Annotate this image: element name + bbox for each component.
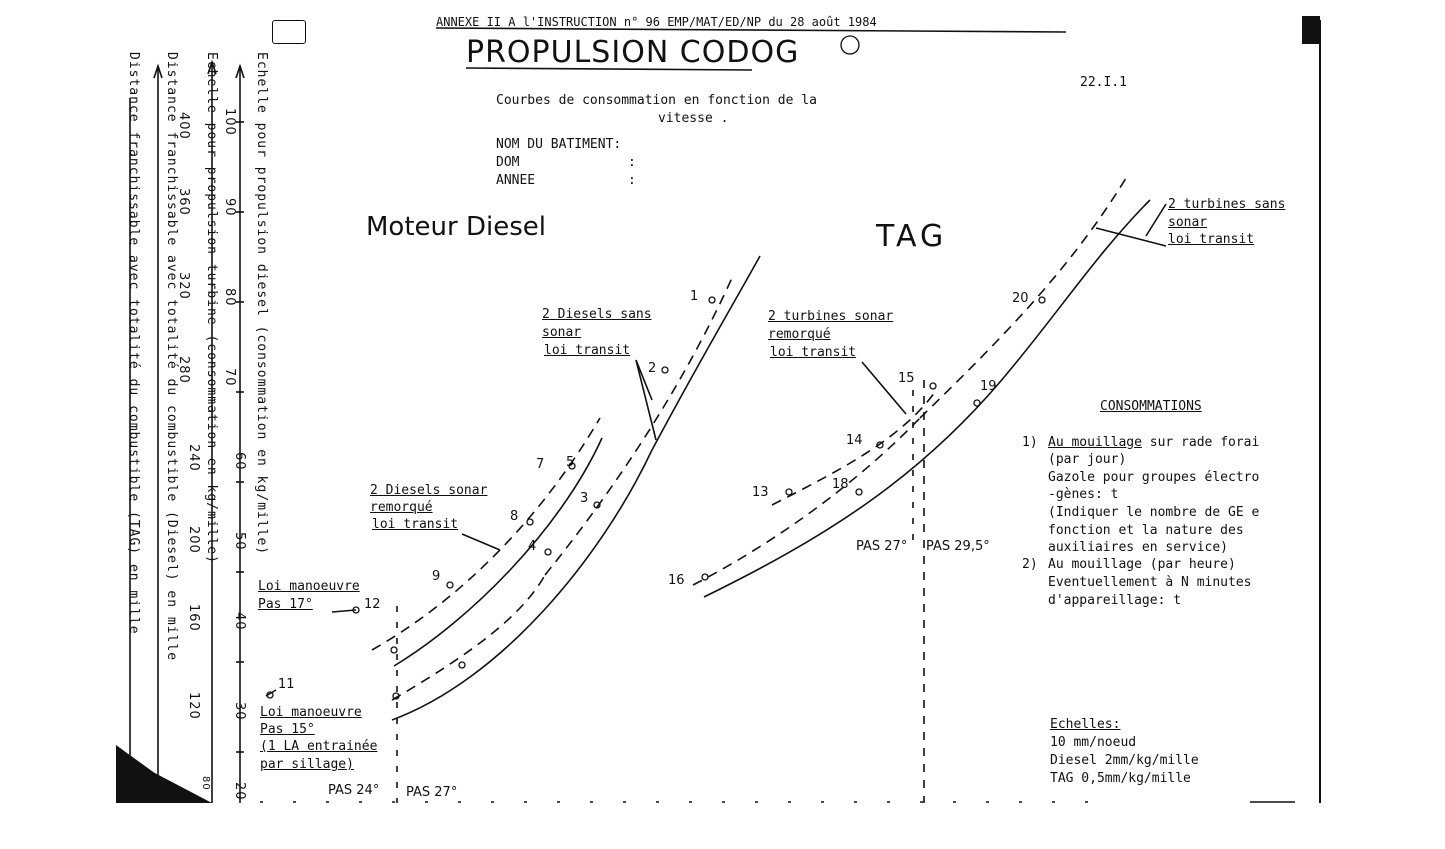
distance-tick-label: 280 [176, 356, 191, 384]
field-year: ANNEE [496, 173, 536, 188]
point-marker [841, 36, 859, 54]
point-label: 18 [832, 477, 849, 492]
leader-line [862, 362, 906, 414]
label-manoeuvre-17-1: Loi manoeuvre [258, 579, 360, 594]
point-label: 20 [1012, 291, 1029, 306]
point-marker [709, 297, 715, 303]
consommations-line: fonction et la nature des [1048, 523, 1244, 538]
header-reference: ANNEXE II A l'INSTRUCTION n° 96 EMP/MAT/ED/NP du 28 août 1984 [436, 15, 877, 29]
scale-label-turbine: Echelle pour propulsion turbine (consommation en kg/mille) [204, 52, 219, 564]
curve-tag-dashed-lower [693, 418, 920, 585]
point-label: 14 [846, 433, 863, 448]
distance-tick-label: 80 [200, 776, 211, 791]
point-marker [447, 582, 453, 588]
point-marker [786, 489, 792, 495]
point-label: 5 [566, 455, 575, 470]
distance-tick-label: 240 [186, 444, 201, 472]
point-label: 7 [536, 457, 545, 472]
corner-mark [1302, 16, 1320, 44]
scale-label-diesel: Echelle pour propulsion diesel (consommation en kg/mille) [254, 52, 269, 556]
point-marker [1039, 297, 1045, 303]
leader-line [1096, 228, 1166, 246]
label-diesel-sonar-3: loi transit [372, 517, 459, 532]
consommations-line: Eventuellement à N minutes [1048, 575, 1252, 590]
point-marker [974, 400, 980, 406]
label-turbine-no-sonar-3: loi transit [1168, 232, 1255, 247]
point-marker [391, 647, 397, 653]
consommations-line: (par jour) [1048, 452, 1127, 467]
label-turbine-sonar-1: 2 turbines sonar [768, 309, 894, 324]
scale-tick-label: 90 [222, 198, 237, 217]
scale-tick-label: 20 [232, 782, 247, 801]
consommations-item1-head: Au mouillage [1048, 435, 1142, 450]
consommations-line: (Indiquer le nombre de GE e [1048, 505, 1260, 520]
consommations-line: Gazole pour groupes électro [1048, 470, 1260, 485]
label-pas-27-tag: PAS 27° [856, 539, 908, 554]
consommations-item1-rest: sur rade forai [1141, 435, 1260, 450]
echelles-line: TAG 0,5mm/kg/mille [1050, 771, 1191, 786]
point-marker [527, 519, 533, 525]
point-label: 2 [648, 361, 657, 376]
scale-label-distance-diesel: Distance franchissable avec totalité du combustible (Diesel) en mille [164, 52, 179, 662]
stamp-icon [272, 20, 306, 44]
consommations-item1-num: 1) [1022, 435, 1038, 450]
point-marker [545, 549, 551, 555]
curve-diesel-no-sonar-solid [652, 256, 760, 450]
scale-tick-label: 80 [222, 288, 237, 307]
label-turbine-no-sonar-1: 2 turbines sans [1168, 197, 1286, 212]
point-label: 15 [898, 371, 915, 386]
point-marker [856, 489, 862, 495]
label-manoeuvre-15-3: (1 LA entrainée [260, 739, 378, 754]
distance-tick-label: 400 [176, 112, 191, 140]
point-marker [662, 367, 668, 373]
point-label: 11 [278, 677, 295, 692]
section-title-tag: TAG [876, 219, 948, 254]
label-diesel-no-sonar-2: sonar [542, 325, 582, 340]
leader-line [1146, 204, 1166, 236]
distance-tick-label: 160 [186, 604, 201, 632]
point-label: 19 [980, 379, 997, 394]
leader-line [462, 534, 500, 550]
scale-tick-label: 60 [232, 452, 247, 471]
consommations-line: Au mouillage (par heure) [1048, 557, 1236, 572]
distance-tick-label: 200 [186, 526, 201, 554]
point-label: 8 [510, 509, 519, 524]
label-manoeuvre-15-2: Pas 15° [260, 722, 315, 737]
consommations-line: -gènes: t [1048, 487, 1119, 502]
label-diesel-sonar-1: 2 Diesels sonar [370, 483, 488, 498]
doc-code: 22.I.1 [1080, 75, 1127, 90]
point-label: 13 [752, 485, 769, 500]
point-label: 12 [364, 597, 381, 612]
scale-tick-label: 100 [222, 108, 237, 136]
label-pas-24: PAS 24° [328, 783, 380, 798]
point-marker [702, 574, 708, 580]
label-manoeuvre-15-1: Loi manoeuvre [260, 705, 362, 720]
point-label: 16 [668, 573, 685, 588]
distance-tick-label: 120 [186, 692, 201, 720]
label-diesel-no-sonar-3: loi transit [544, 343, 631, 358]
consommations-line: auxiliaires en service) [1048, 540, 1229, 555]
consommations-line: d'appareillage: t [1048, 593, 1182, 608]
field-year-colon: : [628, 173, 636, 188]
scale-tick-label: 40 [232, 612, 247, 631]
point-marker [930, 383, 936, 389]
label-pas-27-bottom: PAS 27° [406, 785, 458, 800]
label-turbine-sonar-3: loi transit [770, 345, 857, 360]
subtitle-line1: Courbes de consommation en fonction de la [496, 93, 817, 108]
consommations-item1 [1048, 436, 1259, 449]
point-label: 3 [580, 491, 589, 506]
scale-tick-label: 50 [232, 532, 247, 551]
consommations-title: CONSOMMATIONS [1100, 399, 1202, 414]
page-title: PROPULSION CODOG [466, 35, 800, 70]
echelles-line: Diesel 2mm/kg/mille [1050, 753, 1199, 768]
point-label: 9 [432, 569, 441, 584]
curve-tag-dashed-sonar [772, 392, 935, 505]
point-label: 4 [528, 539, 537, 554]
curve-diesel-lower-dashed [392, 575, 545, 700]
distance-tick-label: 360 [176, 188, 191, 216]
label-turbine-no-sonar-2: sonar [1168, 215, 1208, 230]
field-dom-colon: : [628, 155, 636, 170]
label-diesel-sonar-2: remorqué [370, 500, 433, 515]
point-marker [459, 662, 465, 668]
label-diesel-no-sonar-1: 2 Diesels sans [542, 307, 652, 322]
field-ship-name: NOM DU BATIMENT: [496, 137, 622, 152]
section-title-diesel: Moteur Diesel [366, 212, 546, 242]
echelles-title: Echelles: [1050, 717, 1121, 732]
field-dom: DOM [496, 155, 520, 170]
scale-label-distance-tag: Distance franchissable avec totalité du combustible (TAG) en mille [126, 52, 141, 635]
curve-diesel-no-sonar-dashed [545, 278, 732, 575]
consommations-item2-num: 2) [1022, 557, 1038, 572]
label-turbine-sonar-2: remorqué [768, 327, 831, 342]
echelles-line: 10 mm/noeud [1050, 735, 1137, 750]
distance-tick-label: 320 [176, 272, 191, 300]
label-manoeuvre-17-2: Pas 17° [258, 597, 313, 612]
label-manoeuvre-15-4: par sillage) [260, 757, 354, 772]
curve-diesel-sonar-dashed [372, 418, 600, 650]
scale-tick-label: 70 [222, 368, 237, 387]
point-label: 1 [690, 289, 699, 304]
scale-tick-label: 30 [232, 702, 247, 721]
label-pas-29: PAS 29,5° [926, 539, 990, 554]
subtitle-line2: vitesse . [658, 111, 729, 126]
